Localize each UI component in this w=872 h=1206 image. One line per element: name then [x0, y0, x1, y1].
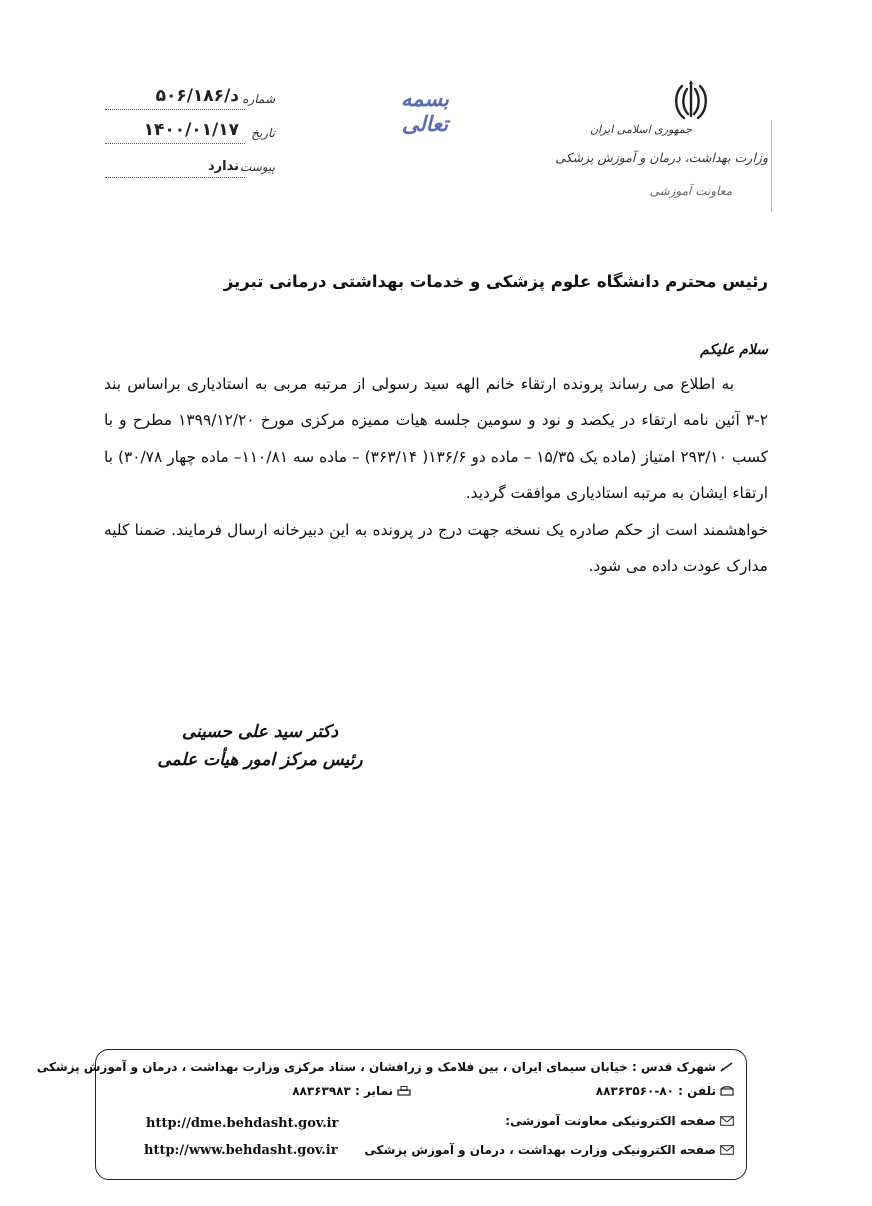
footer-dme-label: صفحه الکترونیکی معاونت آموزشی:: [505, 1114, 716, 1128]
footer-ministry-label: صفحه الکترونیکی وزارت بهداشت ، درمان و آموزش پزشکی: [364, 1143, 716, 1157]
telephone-icon: [720, 1086, 734, 1096]
signature-name: دکتر سید علی حسینی: [181, 722, 339, 742]
org-country: جمهوری اسلامی ایران: [589, 123, 692, 136]
letter-attachment-value: ندارد: [207, 159, 239, 174]
letter-date-row: [105, 120, 275, 148]
letter-number-row: [105, 86, 275, 114]
besmeh-heading: بسمه تعالی: [401, 86, 449, 136]
footer-dme-page: [505, 1114, 734, 1128]
letter-number-value: د/۵۰۶/۱۸۶: [155, 86, 239, 106]
letter-salutation: سلام علیکم: [700, 342, 768, 358]
pen-icon: [720, 1062, 734, 1072]
envelope-icon: [720, 1145, 734, 1155]
letter-addressee: رئیس محترم دانشگاه علوم پزشکی و خدمات بهداشتی درمانی تبریز: [223, 272, 768, 291]
footer-fax-text: نمابر : ۸۸۳۶۳۹۸۳: [292, 1084, 393, 1098]
letter-body: [104, 366, 768, 584]
letter-number-line: [105, 109, 245, 110]
footer-fax: [292, 1084, 411, 1098]
letter-attachment-label: پیوست: [240, 160, 275, 174]
envelope-icon: [720, 1116, 734, 1126]
letter-attachment-row: [105, 154, 275, 182]
letter-date-label: تاریخ: [251, 126, 275, 140]
letter-date-line: [105, 143, 245, 144]
org-ministry: وزارت بهداشت، درمان و آموزش پزشکی: [555, 150, 768, 165]
letter-number-label: شماره: [242, 92, 275, 106]
footer-address: [37, 1060, 734, 1074]
footer-ministry-link[interactable]: http://www.behdasht.gov.ir: [144, 1143, 338, 1158]
footer-dme-link[interactable]: http://dme.behdasht.gov.ir: [146, 1116, 339, 1131]
org-deputy: معاونت آموزشی: [649, 184, 732, 198]
footer-ministry-page: [364, 1143, 734, 1157]
body-paragraph-1: به اطلاع می رساند پرونده ارتقاء خانم الهه سید رسولی از مرتبه مربی به استادیاری براساس بند ۲-۳ آئین نامه ارتقاء در یکصد و نود و سومین جلسه هیات ممیزه مرکزی مورخ ۱۳۹۹/۱۲/۲۰ مطرح و با کسب ۲۹۳/۱۰ امتیاز (ماده یک ۱۵/۳۵ – ماده دو ۱۳۶/۶( ۳۶۳/۱۴) – ماده سه ۱۱۰/۸۱– ماده چهار ۳۰/۷۸) با ارتقاء ایشان به مرتبه استادیاری موافقت گردید.: [104, 375, 769, 503]
fax-icon: [397, 1086, 411, 1096]
footer-phone-text: تلفن : ۸۰-۸۸۳۶۳۵۶۰: [595, 1084, 716, 1098]
signature-title: رئیس مرکز امور هیأت علمی: [157, 750, 363, 770]
body-paragraph-2: خواهشمند است از حکم صادره یک نسخه جهت درج در پرونده به این دبیرخانه ارسال فرمایند. ضمنا کلیه مدارک عودت داده می شود.: [104, 520, 768, 576]
footer-phone: [596, 1084, 734, 1098]
letter-attachment-line: [105, 177, 245, 178]
footer-address-text: شهرک قدس : خیابان سیمای ایران ، بین فلامک و زرافشان ، ستاد مرکزی وزارت بهداشت ، درمان و آموزش پزشکی: [36, 1060, 716, 1074]
footer-contact-box: [36, 1049, 747, 1180]
emblem-divider: [771, 120, 772, 212]
iran-emblem-icon: [668, 80, 714, 122]
letter-date-value: ۱۴۰۰/۰۱/۱۷: [143, 120, 239, 140]
